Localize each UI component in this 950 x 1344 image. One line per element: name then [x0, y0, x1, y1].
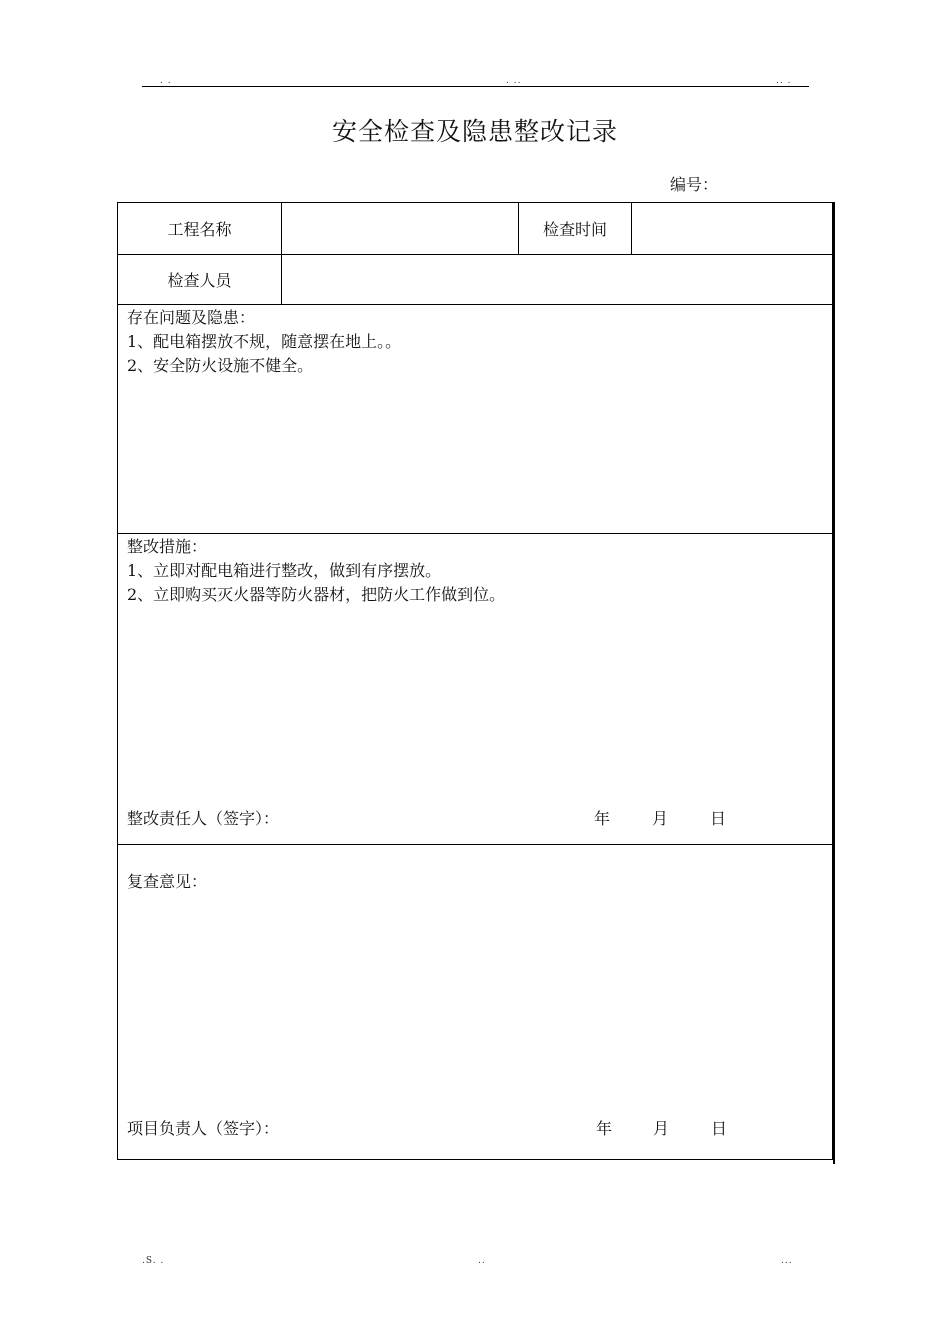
row-divider-4 [118, 844, 832, 845]
project-name-label: 工程名称 [167, 220, 232, 239]
row-divider-3 [118, 533, 832, 534]
header-mark-left: . . [160, 76, 172, 86]
rectification-heading: 整改措施： [127, 537, 208, 556]
issue-item-2: 2、安全防火设施不健全。 [127, 356, 314, 375]
header-mark-right: .. . [776, 76, 792, 86]
header-mark-center: . .. [506, 76, 522, 86]
header-rule [142, 86, 809, 87]
issue-item-1: 1、配电箱摆放不规，随意摆在地上。。 [127, 332, 402, 351]
issues-heading: 存在问题及隐患： [127, 308, 256, 327]
rectification-signature-label: 整改责任人（签字）： [127, 809, 280, 828]
table-shadow-border [833, 202, 835, 1164]
rectification-month-label: 月 [652, 809, 669, 828]
inspectors-label: 检查人员 [167, 271, 232, 290]
page-title: 安全检查及隐患整改记录 [331, 117, 618, 146]
inspectors-field[interactable] [282, 255, 832, 304]
rectification-day-label: 日 [710, 809, 727, 828]
rectification-year-label: 年 [594, 809, 611, 828]
review-day-label: 日 [711, 1119, 728, 1138]
footer-mark-right: ... [781, 1256, 793, 1266]
review-month-label: 月 [653, 1119, 670, 1138]
inspection-time-field[interactable] [632, 203, 832, 254]
review-heading: 复查意见： [127, 872, 208, 891]
review-year-label: 年 [596, 1119, 613, 1138]
review-signature-label: 项目负责人（签字）： [127, 1119, 280, 1138]
inspection-time-label: 检查时间 [542, 220, 607, 239]
project-name-field[interactable] [282, 203, 518, 254]
rectification-item-1: 1、立即对配电箱进行整改，做到有序摆放。 [127, 561, 442, 580]
footer-mark-left: .S. . [142, 1256, 165, 1266]
doc-number-label: 编号： [670, 175, 719, 194]
rectification-item-2: 2、立即购买灭火器等防火器材，把防火工作做到位。 [127, 585, 506, 604]
footer-mark-center: .. [478, 1256, 486, 1266]
inspection-record-table [117, 202, 833, 1160]
row-divider-2 [118, 304, 832, 305]
